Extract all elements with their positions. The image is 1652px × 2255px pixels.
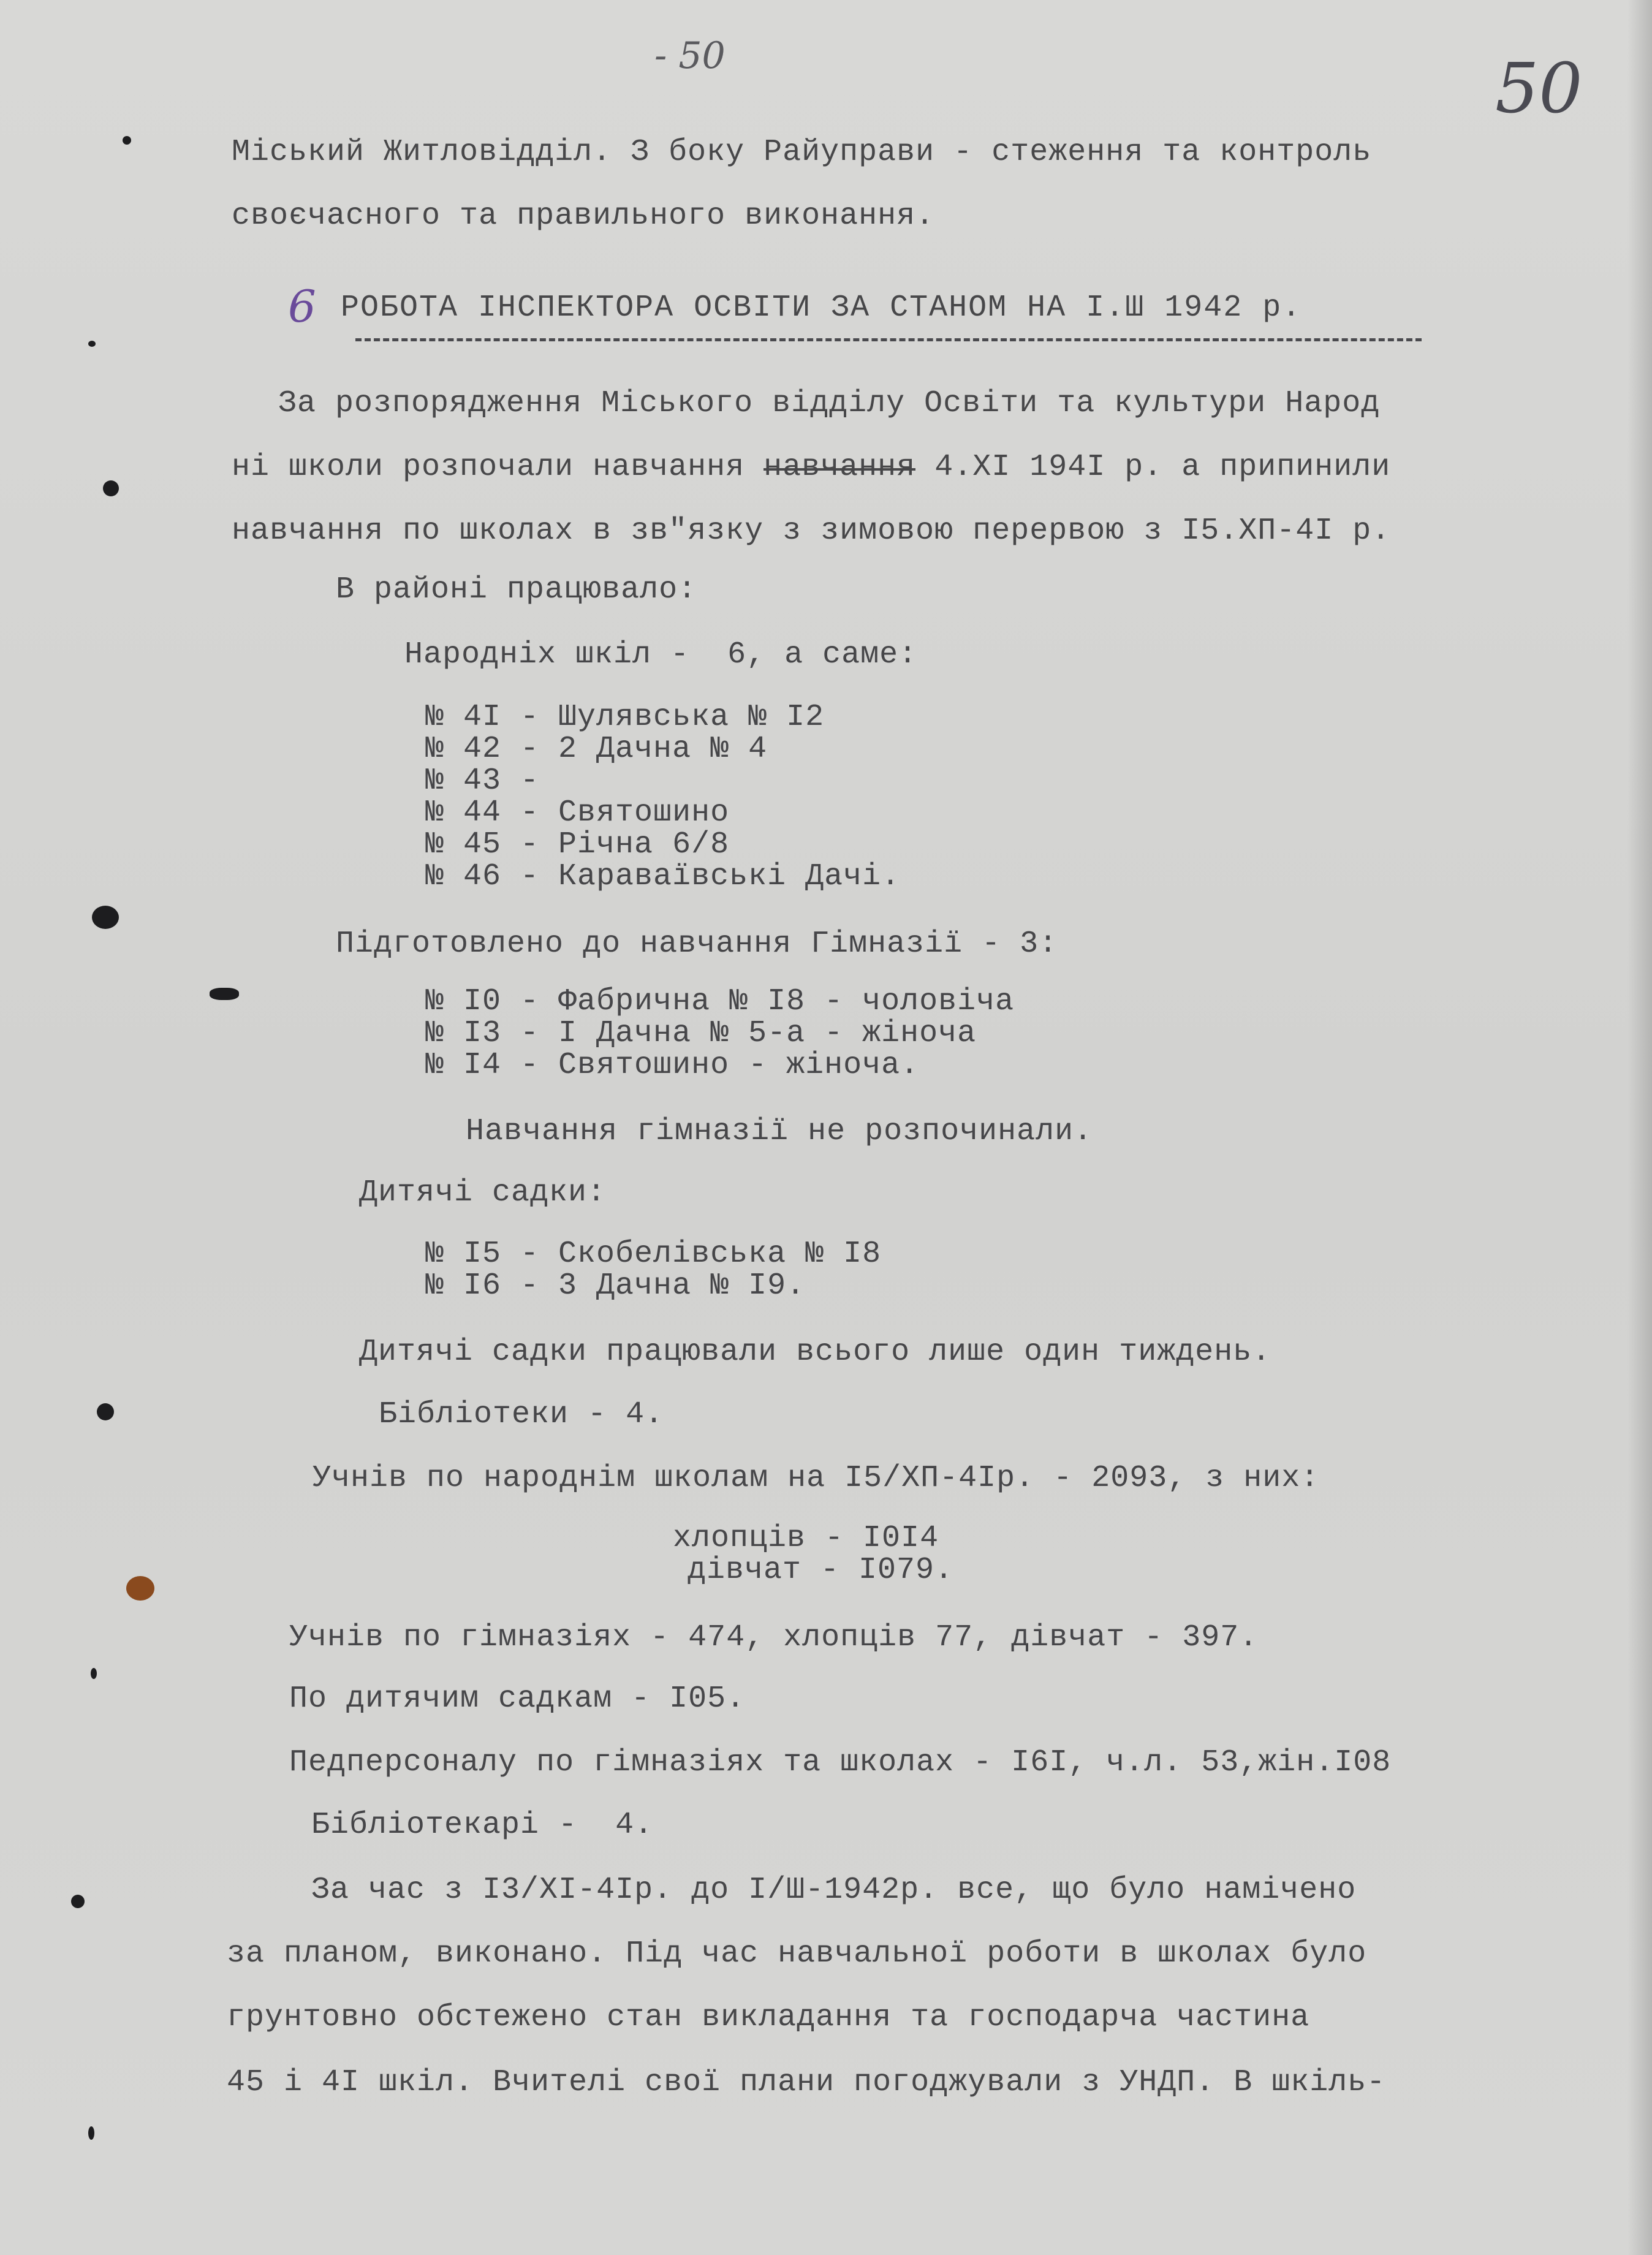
list-item: № І6 - 3 Дачна № І9. bbox=[425, 1268, 806, 1303]
district-intro: В районі працювало: bbox=[336, 572, 697, 607]
page-number: 50 bbox=[1495, 49, 1583, 129]
final-line-1: За час з І3/ХІ-4Ір. до І/Ш-1942р. все, що було намічено bbox=[311, 1873, 1357, 1908]
gymnasium-pupils: Учнів по гімназіях - 474, хлопців 77, дівчат - 397. bbox=[289, 1620, 1259, 1655]
struck-word: навчання bbox=[763, 450, 916, 485]
libraries-line: Бібліотеки - 4. bbox=[379, 1397, 664, 1432]
librarians-count: Бібліотекарі - 4. bbox=[311, 1808, 654, 1843]
kindergarten-note: Дитячі садки працювали всього лише один тиждень. bbox=[359, 1335, 1271, 1370]
binding-hole bbox=[103, 480, 119, 496]
binding-hole bbox=[71, 1895, 85, 1908]
girls-count: дівчат - І079. bbox=[688, 1553, 954, 1588]
kindergarten-count: По дитячим садкам - І05. bbox=[289, 1681, 746, 1716]
kindergartens-header: Дитячі садки: bbox=[359, 1175, 607, 1210]
paper-edge-shadow bbox=[1627, 0, 1652, 2255]
binding-hole bbox=[88, 2126, 94, 2140]
final-line-4: 45 і 4І шкіл. Вчителі свої плани погоджували з УНДП. В шкіль- bbox=[227, 2065, 1386, 2100]
list-item: № І0 - Фабрична № І8 - чоловіча bbox=[425, 984, 1015, 1019]
para1-line-3: навчання по школах в зв"язку з зимовою перервою з І5.ХП-4І р. bbox=[232, 514, 1391, 548]
intro-line-1: Міський Житловідділ. З боку Райуправи - стеження та контроль bbox=[232, 135, 1372, 170]
intro-line-2: своєчасного та правильного виконання. bbox=[232, 199, 935, 233]
gymnasium-header: Підготовлено до навчання Гімназії - 3: bbox=[336, 927, 1058, 961]
rust-stain bbox=[126, 1576, 154, 1601]
para1-line-1: За розпорядження Міського відділу Освіти та культури Народ bbox=[278, 386, 1381, 421]
list-item: № І4 - Святошино - жіноча. bbox=[425, 1048, 920, 1083]
gymnasium-note: Навчання гімназії не розпочинали. bbox=[466, 1114, 1093, 1149]
heading-underline bbox=[355, 338, 1422, 341]
pupils-total: Учнів по народнім школам на І5/ХП-4Ір. - 2093, з них: bbox=[313, 1461, 1320, 1496]
para1-line-2 bbox=[232, 450, 1390, 485]
schools-header: Народніх шкіл - 6, а саме: bbox=[404, 637, 918, 672]
list-item: № 45 - Річна 6/8 bbox=[425, 827, 730, 862]
top-pencil-note: - 50 bbox=[654, 34, 726, 77]
binding-hole bbox=[123, 136, 131, 145]
list-item: № 42 - 2 Дачна № 4 bbox=[425, 732, 768, 767]
binding-hole bbox=[91, 1668, 97, 1679]
binding-hole bbox=[88, 341, 96, 347]
section-number: 6 bbox=[288, 281, 316, 332]
list-item: № І5 - Скобелівська № І8 bbox=[425, 1237, 882, 1272]
binding-hole bbox=[92, 906, 119, 929]
section-heading: РОБОТА ІНСПЕКТОРА ОСВІТИ ЗА СТАНОМ НА І.Ш 1942 р. bbox=[341, 290, 1302, 325]
list-item: № І3 - І Дачна № 5-а - жіноча bbox=[425, 1016, 977, 1051]
para1-line-2-end: 4.ХІ 194І р. а припинили bbox=[915, 450, 1391, 485]
final-line-2: за планом, виконано. Під час навчальної роботи в школах було bbox=[227, 1936, 1367, 1971]
list-item: № 44 - Святошино bbox=[425, 795, 730, 830]
boys-count: хлопців - І0І4 bbox=[673, 1521, 939, 1556]
list-item: № 46 - Караваївські Дачі. bbox=[425, 859, 901, 894]
staff-count: Педперсоналу по гімназіях та школах - І6І, ч.л. 53,жін.І08 bbox=[289, 1745, 1392, 1780]
list-item: № 4І - Шулявська № І2 bbox=[425, 700, 825, 735]
list-item: № 43 - bbox=[425, 764, 540, 798]
binding-hole bbox=[97, 1403, 114, 1420]
binding-hole bbox=[210, 988, 239, 1000]
para1-line-2-start: ні школи розпочали навчання bbox=[232, 450, 764, 485]
final-line-3: грунтовно обстежено стан викладання та господарча частина bbox=[227, 2000, 1310, 2035]
